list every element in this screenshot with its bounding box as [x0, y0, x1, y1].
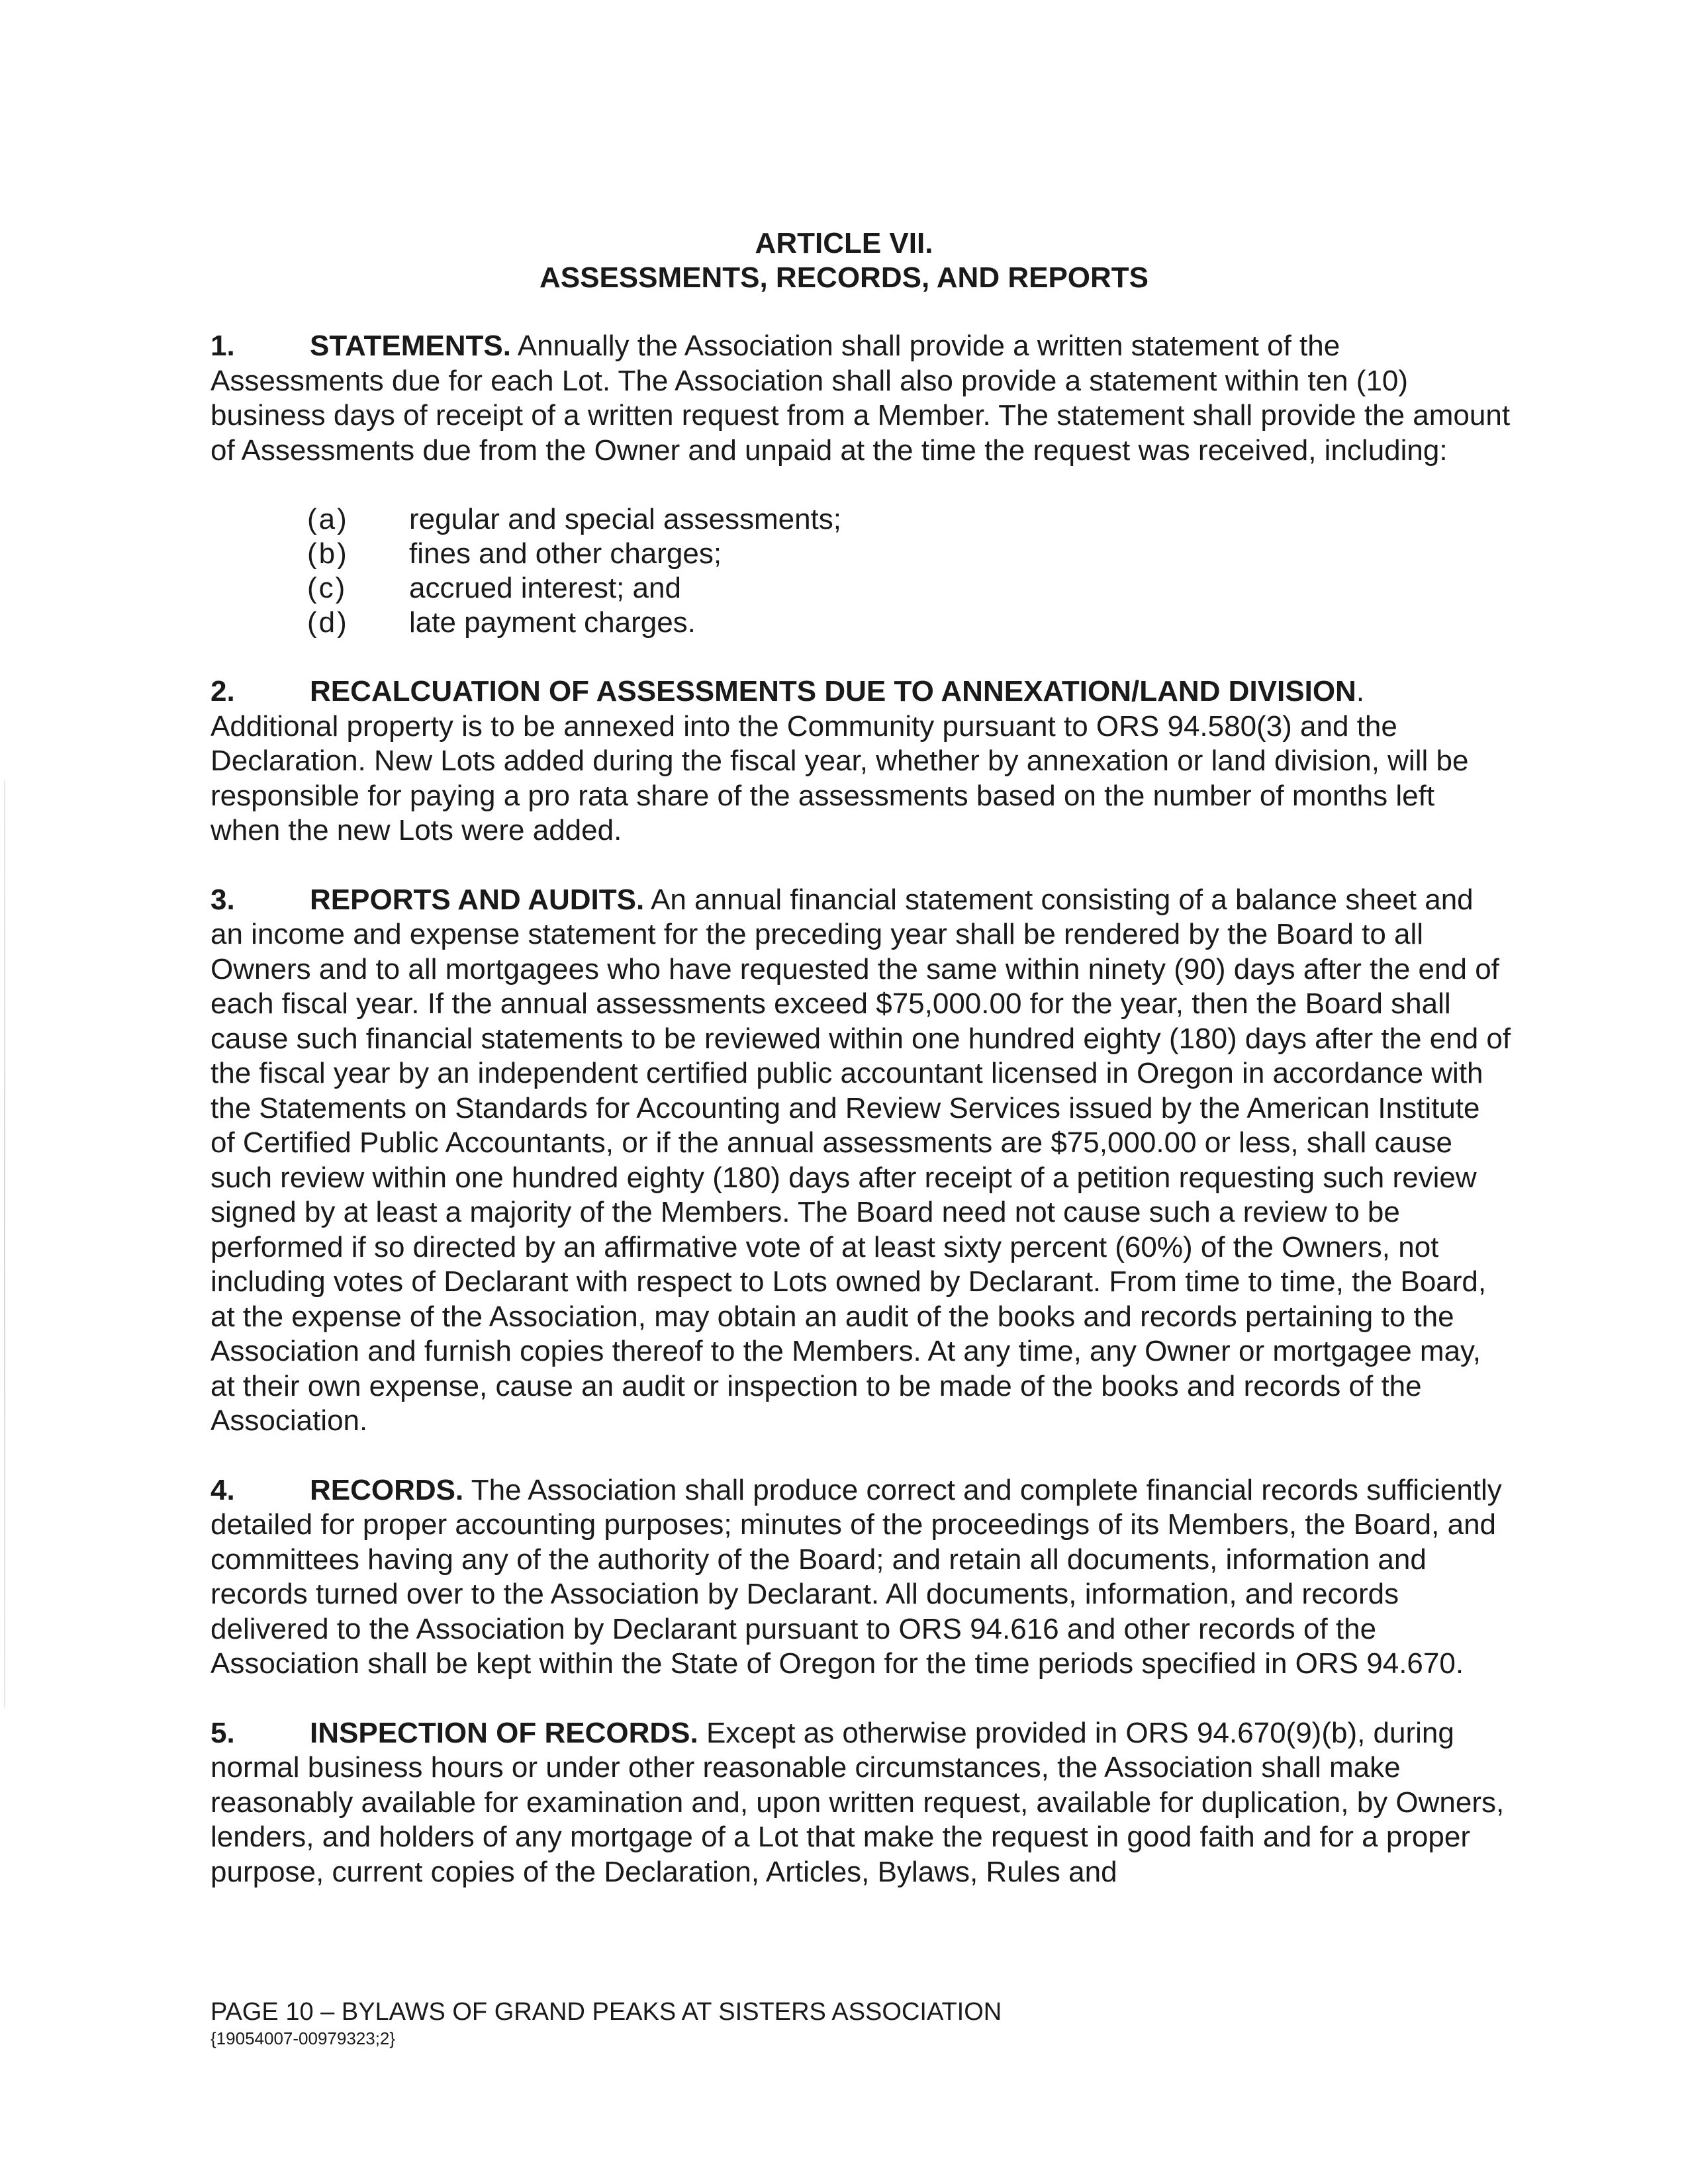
- section-5: [211, 1716, 1512, 1890]
- section-title-period: .: [1356, 675, 1365, 707]
- article-body: [211, 329, 1512, 1889]
- list-item: [211, 502, 1512, 537]
- section-title: INSPECTION OF RECORDS.: [310, 1716, 698, 1749]
- section-1: [211, 329, 1512, 468]
- section-number: 3.: [211, 883, 235, 916]
- section-3: [211, 883, 1512, 1439]
- list-item-marker: (a): [307, 503, 349, 535]
- list-item-text: accrued interest; and: [409, 572, 681, 604]
- section-title: RECALCUATION OF ASSESSMENTS DUE TO ANNEXATION/LAND DIVISION: [310, 675, 1356, 707]
- section-number: 2.: [211, 675, 235, 707]
- page-footer: [211, 1997, 1002, 2050]
- list-item-text: regular and special assessments;: [409, 503, 841, 535]
- section-text: Annually the Association shall provide a written statement of the Assessments due for each Lot. The Association shall also provide a statement within ten (10) business days of receipt of a written request from a Member. The statement shall provide the amount of Assessments due from the Owner and unpaid at the time the request was received, including:: [211, 330, 1511, 467]
- list-item: [211, 606, 1512, 640]
- section-2: [211, 674, 1512, 848]
- footer-page-title: PAGE 10 – BYLAWS OF GRAND PEAKS AT SISTERS ASSOCIATION: [211, 1998, 1002, 2026]
- section-number: 1.: [211, 330, 235, 362]
- list-item-marker: (c): [307, 572, 348, 604]
- section-title: REPORTS AND AUDITS.: [310, 883, 645, 916]
- list-item-text: late payment charges.: [409, 606, 696, 639]
- article-number: ARTICLE VII.: [755, 227, 933, 259]
- section-title: STATEMENTS.: [310, 330, 511, 362]
- article-title: ASSESSMENTS, RECORDS, AND REPORTS: [539, 261, 1149, 294]
- article-heading: [0, 226, 1688, 295]
- list-item-text: fines and other charges;: [409, 537, 722, 570]
- list-item-marker: (b): [307, 537, 349, 570]
- section-text: Additional property is to be annexed into the Community pursuant to ORS 94.580(3) and the Declaration. New Lots added during the fiscal year, whether by annexation or land division, will be responsible for paying a pro rata share of the assessments based on the number of months left when the new Lots were added.: [211, 709, 1469, 846]
- section-text: Except as otherwise provided in ORS 94.670(9)(b), during normal business hours or under other reasonable circumstances, the Association shall make reasonably available for examination and, upon written request, available for duplication, by Owners, lenders, and holders of any mortgage of a Lot that make the request in good faith and for a proper purpose, current copies of the Declaration, Articles, Bylaws, Rules and: [211, 1716, 1505, 1888]
- list-item: [211, 571, 1512, 606]
- section-number: 4.: [211, 1473, 235, 1506]
- statement-items-list: [211, 502, 1512, 640]
- section-number: 5.: [211, 1716, 235, 1749]
- section-title: RECORDS.: [310, 1473, 464, 1506]
- list-item: [211, 537, 1512, 571]
- section-4: [211, 1473, 1512, 1682]
- section-text: The Association shall produce correct and complete financial records sufficiently detailed for proper accounting purposes; minutes of the proceedings of its Members, the Board, and committees having any of the authority of the Board; and retain all documents, information and records turned over to the Association by Declarant. All documents, information, and records delivered to the Association by Declarant pursuant to ORS 94.616 and other records of the Association shall be kept within the State of Oregon for the time periods specified in ORS 94.670.: [211, 1473, 1502, 1680]
- section-text: An annual financial statement consisting of a balance sheet and an income and expense statement for the preceding year shall be rendered by the Board to all Owners and to all mortgagees who have requested the same within ninety (90) days after the end of each fiscal year. If the annual assessments exceed $75,000.00 for the year, then the Board shall cause such financial statements to be reviewed within one hundred eighty (180) days after the end of the fiscal year by an independent certified public accountant licensed in Oregon in accordance with the Statements on Standards for Accounting and Review Services issued by the American Institute of Certified Public Accountants, or if the annual assessments are $75,000.00 or less, shall cause such review within one hundred eighty (180) days after receipt of a petition requesting such review signed by at least a majority of the Members. The Board need not cause such a review to be performed if so directed by an affirmative vote of at least sixty percent (60%) of the Owners, not including votes of Declarant with respect to Lots owned by Declarant. From time to time, the Board, at the expense of the Association, may obtain an audit of the books and records pertaining to the Association and furnish copies thereof to the Members. At any time, any Owner or mortgagee may, at their own expense, cause an audit or inspection to be made of the books and records of the Association.: [211, 883, 1511, 1437]
- footer-document-code: {19054007-00979323;2}: [211, 2028, 396, 2048]
- list-item-marker: (d): [307, 606, 349, 639]
- scan-margin-mark: [4, 781, 5, 1707]
